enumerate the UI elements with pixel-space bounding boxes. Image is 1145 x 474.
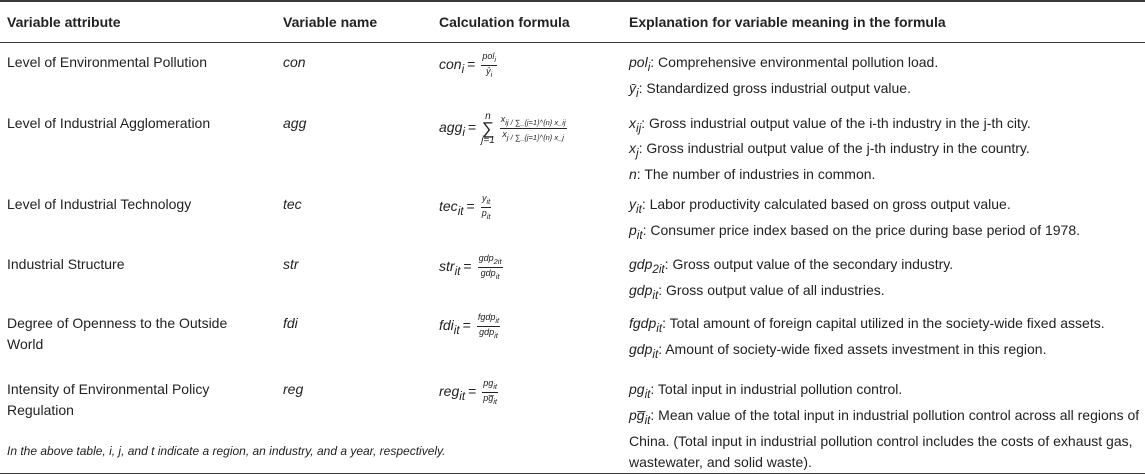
- explanation-text: : Consumer price index based on the price during base period of 1978.: [642, 221, 1081, 238]
- explanation-line: [629, 52, 1141, 78]
- table-row: [0, 43, 1145, 104]
- formula-cell: [432, 305, 622, 371]
- formula-equals: =: [467, 119, 477, 136]
- explanation-term: $p_{it}$: [629, 221, 643, 242]
- formula-lhs: agg$_i$: [439, 119, 465, 140]
- explanation-line: [629, 339, 1141, 365]
- explanation-text: : Mean value of the total input in industrial pollution control across all regions of China. (Total input in industrial pollution control includes the costs of exhaust gas, wastewater, and solid waste).: [629, 407, 1140, 470]
- variable-attribute-cell: Level of Environmental Pollution: [7, 54, 208, 70]
- table-body: [0, 43, 1145, 474]
- explanation-term: $x_{ij}$: [629, 114, 642, 135]
- table-row: [0, 185, 1145, 246]
- formula-lhs: con$_i$: [439, 56, 465, 76]
- explanation-line: [629, 254, 1141, 280]
- variable-name-cell: fdi: [283, 315, 298, 332]
- formula-cell: [432, 104, 622, 186]
- explanation-line: [629, 138, 1141, 164]
- formula-cell: [432, 246, 622, 306]
- explanation-text: : Gross output value of all industries.: [658, 281, 885, 298]
- variable-attribute-cell: Level of Industrial Technology: [7, 196, 192, 213]
- explanation-line: [629, 113, 1141, 139]
- explanation-text: : Standardized gross industrial output value.: [638, 79, 911, 96]
- formula-lhs: fdi$_{it}$: [439, 317, 460, 338]
- formula-fraction: [481, 51, 497, 80]
- formula-numerator: $pg_{it}$: [483, 378, 498, 392]
- formula-equals: =: [467, 56, 476, 72]
- summation-symbol: n ∑ j=1: [481, 110, 495, 146]
- explanation-text: : Labor productivity calculated based on gross output value.: [641, 196, 1011, 213]
- variable-name-cell: reg: [276, 371, 432, 473]
- variable-name-cell: str: [283, 255, 299, 272]
- explanation-line: [629, 78, 1141, 104]
- formula-equals: =: [466, 198, 475, 215]
- formula-numerator: pol$_i$: [482, 51, 497, 64]
- explanation-text: : Gross output value of the secondary industry.: [664, 255, 954, 272]
- explanation-term: n: [629, 166, 637, 183]
- explanation-line: [629, 379, 1141, 405]
- table-row: [0, 305, 1145, 371]
- explanation-term: $pg_{it}$: [629, 381, 651, 402]
- explanation-text: : Gross industrial output value of the j-th industry in the country.: [638, 140, 1030, 157]
- header-variable-attribute: Variable attribute: [0, 1, 276, 43]
- explanation-text: : Total input in industrial pollution control.: [650, 381, 903, 398]
- explanation-cell: [622, 104, 1145, 186]
- header-explanation: Explanation for variable meaning in the formula: [622, 1, 1145, 43]
- explanation-line: [629, 220, 1141, 246]
- formula-denominator: $ȳ_i$: [486, 65, 493, 79]
- table-row: [0, 371, 1145, 473]
- explanation-cell: [622, 371, 1145, 473]
- explanation-line: [629, 405, 1141, 473]
- formula-numerator: $y_{it}$: [481, 193, 491, 206]
- explanation-term: pol$_i$: [629, 54, 651, 74]
- explanation-text: : The number of industries in common.: [636, 166, 876, 183]
- formula-equals: =: [463, 257, 472, 274]
- variable-name-cell: tec: [283, 196, 302, 213]
- explanation-term: $pg̅_{it}$: [629, 407, 651, 427]
- explanation-term: fgdp$_{it}$: [629, 315, 663, 336]
- explanation-term: gdp$_{it}$: [629, 341, 659, 361]
- variable-attribute-cell: Level of Industrial Agglomeration: [7, 114, 211, 131]
- explanation-cell: [622, 185, 1145, 246]
- formula-denominator: $x_{j / \sum\_\{j=1\}\^{}\{n\} x\_j}$: [502, 129, 564, 142]
- table-footnote: In the above table, i, j, and t indicate a region, an industry, and a year, respectively.: [7, 444, 446, 458]
- explanation-line: [629, 194, 1141, 220]
- variable-name-cell: agg: [283, 114, 307, 131]
- explanation-cell: [622, 246, 1145, 306]
- explanation-cell: [622, 305, 1145, 371]
- explanation-line: [629, 164, 1141, 185]
- header-calculation-formula: Calculation formula: [432, 1, 622, 43]
- explanation-term: $x_j$: [629, 140, 639, 161]
- formula-denominator: gdp$_{it}$: [479, 327, 498, 340]
- variable-name-cell: con: [283, 54, 306, 70]
- formula-fraction: [500, 114, 567, 143]
- header-variable-name: Variable name: [276, 1, 432, 43]
- formula-cell: [432, 185, 622, 246]
- variable-attribute-cell: Intensity of Environmental Policy Regulation: [0, 371, 276, 473]
- explanation-term: gdp$_{2it}$: [629, 255, 665, 276]
- explanation-line: [629, 313, 1141, 339]
- explanation-line: [629, 280, 1141, 306]
- table-row: [0, 104, 1145, 186]
- formula-numerator: $x_{ij / \sum\_\{j=1\}\^{}\{n\} x\_ij}$: [500, 114, 566, 128]
- formula-fraction: [477, 312, 500, 341]
- formula-lhs: tec$_{it}$: [439, 198, 464, 218]
- formula-cell: [432, 43, 622, 104]
- formula-denominator: $pg̅_{it}$: [483, 393, 498, 406]
- formula-fraction: [482, 378, 498, 407]
- formula-numerator: fgdp$_{it}$: [477, 312, 500, 326]
- formula-lhs: reg$_{it}$: [439, 383, 466, 404]
- explanation-text: : Comprehensive environmental pollution load.: [650, 54, 939, 70]
- table-header-row: [0, 1, 1145, 43]
- explanation-term: $y_{it}$: [629, 196, 642, 216]
- formula-lhs: str$_{it}$: [439, 257, 461, 278]
- explanation-term: $ȳ_i$: [629, 79, 639, 100]
- formula-fraction: [481, 193, 492, 222]
- formula-equals: =: [462, 317, 471, 334]
- explanation-text: : Amount of society-wide fixed assets investment in this region.: [658, 341, 1047, 358]
- formula-equals: =: [468, 383, 477, 400]
- formula-fraction: [478, 253, 503, 282]
- explanation-cell: [622, 43, 1145, 104]
- formula-denominator: $p_{it}$: [481, 207, 491, 221]
- explanation-term: gdp$_{it}$: [629, 281, 659, 302]
- formula-cell: [432, 371, 622, 473]
- explanation-text: : Total amount of foreign capital utilized in the society-wide fixed assets.: [662, 315, 1105, 332]
- formula-numerator: gdp$_{2it}$: [478, 252, 502, 266]
- variable-attribute-cell: Degree of Openness to the Outside World: [7, 315, 228, 353]
- explanation-text: : Gross industrial output value of the i-th industry in the j-th city.: [641, 114, 1031, 131]
- table-row: [0, 246, 1145, 306]
- variable-attribute-cell: Industrial Structure: [7, 255, 125, 272]
- formula-denominator: gdp$_{it}$: [480, 267, 500, 281]
